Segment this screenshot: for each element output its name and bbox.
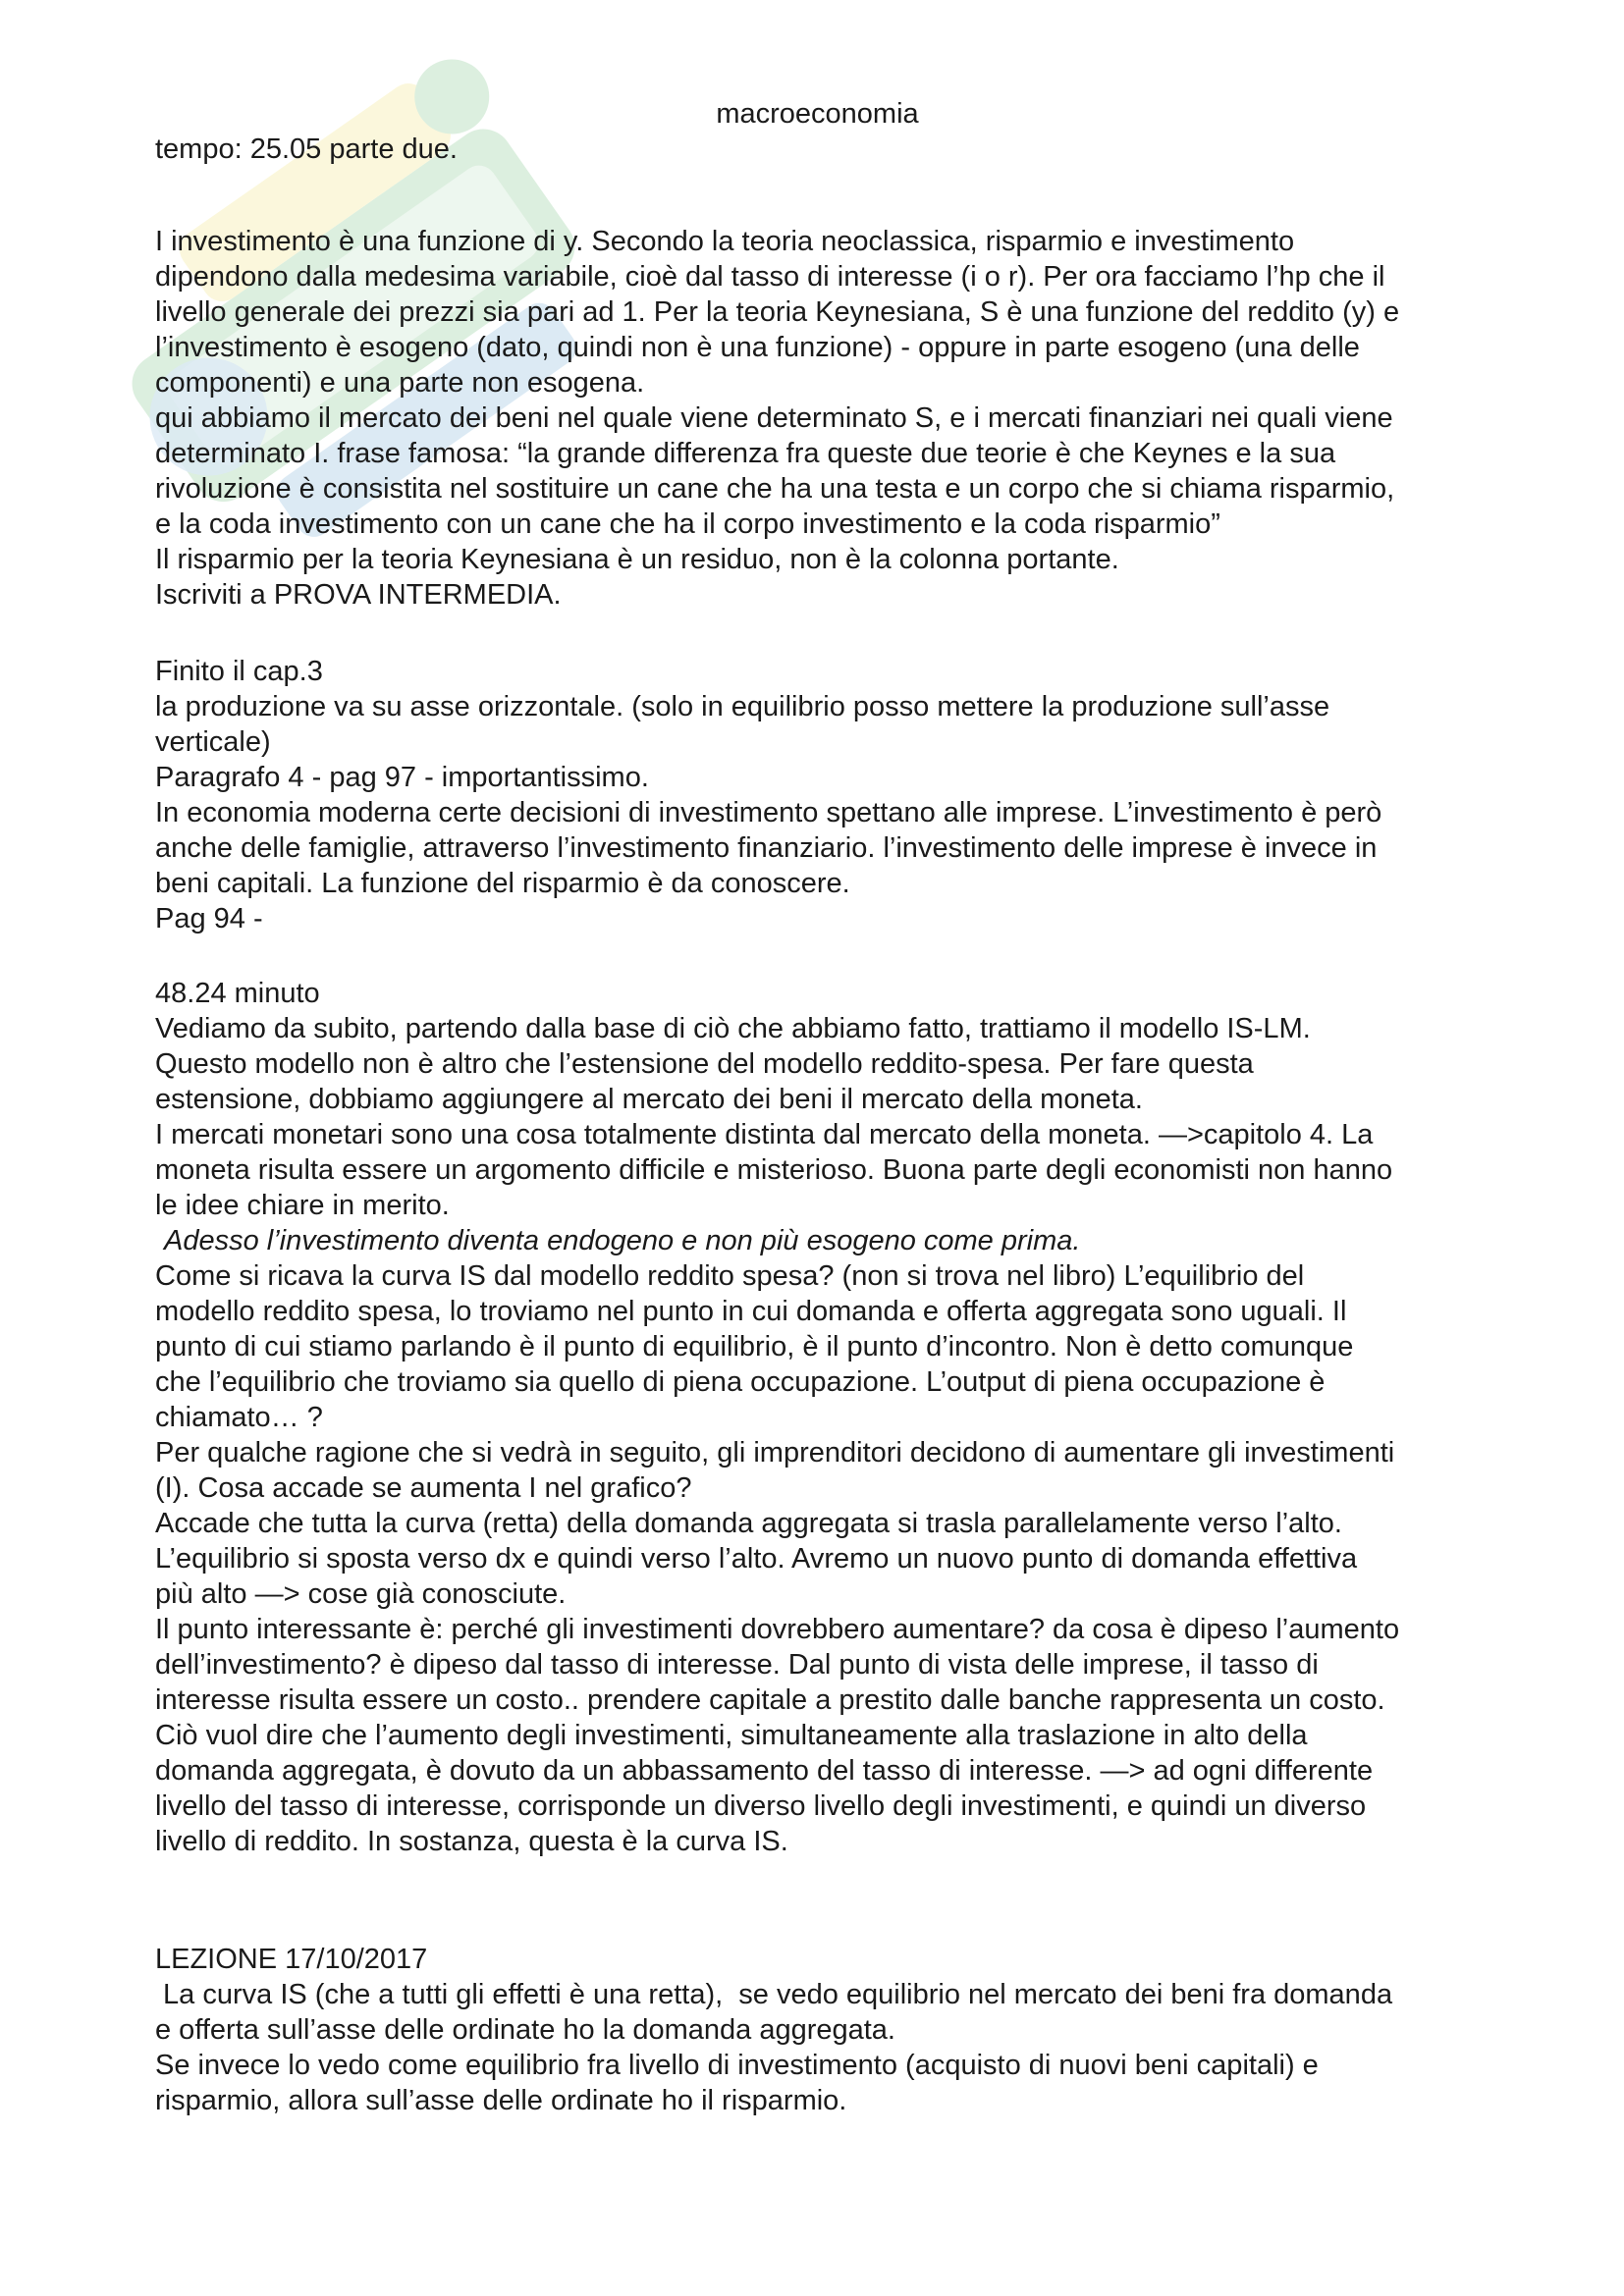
- text-line: I investimento è una funzione di y. Secondo la teoria neoclassica, risparmio e investimento: [155, 226, 1295, 257]
- text-line: beni capitali. La funzione del risparmio è da conoscere.: [155, 868, 850, 899]
- text-line: determinato I. frase famosa: “la grande differenza fra queste due teorie è che Keynes e la sua: [155, 438, 1336, 469]
- italic-note: Adesso l’investimento diventa endogeno e non più esogeno come prima.: [164, 1225, 1081, 1256]
- text-line: Come si ricava la curva IS dal modello reddito spesa? (non si trova nel libro) L’equilibrio del: [155, 1260, 1305, 1292]
- document-title: macroeconomia: [716, 98, 919, 130]
- text-line: risparmio, allora sull’asse delle ordinate ho il risparmio.: [155, 2085, 847, 2116]
- text-line: Per qualche ragione che si vedrà in seguito, gli imprenditori decidono di aumentare gli investimenti: [155, 1437, 1395, 1468]
- text-line: (I). Cosa accade se aumenta I nel grafico?: [155, 1472, 692, 1504]
- text-line: più alto —> cose già conosciute.: [155, 1578, 567, 1610]
- text-line: I mercati monetari sono una cosa totalmente distinta dal mercato della moneta. —>capitolo 4. La: [155, 1119, 1374, 1150]
- text-line: Il punto interessante è: perché gli investimenti dovrebbero aumentare? da cosa è dipeso l’aumento: [155, 1614, 1400, 1645]
- text-line: che l’equilibrio che troviamo sia quello di piena occupazione. L’output di piena occupazione è: [155, 1366, 1326, 1398]
- text-line: dipendono dalla medesima variabile, cioè dal tasso di interesse (i o r). Per ora facciamo l’hp che il: [155, 261, 1385, 293]
- text-line: Vediamo da subito, partendo dalla base di ciò che abbiamo fatto, trattiamo il modello IS-LM.: [155, 1013, 1311, 1044]
- time-line: tempo: 25.05 parte due.: [155, 133, 458, 165]
- text-line: Questo modello non è altro che l’estensione del modello reddito-spesa. Per fare questa: [155, 1048, 1254, 1080]
- text-line: interesse risulta essere un costo.. prendere capitale a prestito dalle banche rappresenta un costo.: [155, 1684, 1385, 1716]
- text-line: le idee chiare in merito.: [155, 1190, 450, 1221]
- text-line: Iscriviti a PROVA INTERMEDIA.: [155, 579, 562, 611]
- text-line: rivoluzione è consistita nel sostituire un cane che ha una testa e un corpo che si chiama risparmio,: [155, 473, 1395, 505]
- text-line: dell’investimento? è dipeso dal tasso di interesse. Dal punto di vista delle imprese, il tasso di: [155, 1649, 1319, 1681]
- text-line: livello generale dei prezzi sia pari ad 1. Per la teoria Keynesiana, S è una funzione del reddito (y) e: [155, 296, 1400, 328]
- text-line: Pag 94 -: [155, 903, 263, 934]
- text-line: Finito il cap.3: [155, 656, 323, 687]
- paragraph-3: [155, 976, 1510, 1859]
- text-line: domanda aggregata, è dovuto da un abbassamento del tasso di interesse. —> ad ogni differente: [155, 1755, 1374, 1787]
- text-line: L’equilibrio si sposta verso dx e quindi verso l’alto. Avremo un nuovo punto di domanda effettiva: [155, 1543, 1358, 1575]
- text-line: e offerta sull’asse delle ordinate ho la domanda aggregata.: [155, 2014, 895, 2046]
- text-line: Se invece lo vedo come equilibrio fra livello di investimento (acquisto di nuovi beni capitali) e: [155, 2050, 1319, 2081]
- text-line: verticale): [155, 726, 271, 758]
- text-line: La curva IS (che a tutti gli effetti è una retta), se vedo equilibrio nel mercato dei beni fra domanda: [155, 1979, 1393, 2010]
- text-line: l’investimento è esogeno (dato, quindi non è una funzione) - oppure in parte esogeno (una delle: [155, 332, 1360, 363]
- text-line: Il risparmio per la teoria Keynesiana è un residuo, non è la colonna portante.: [155, 544, 1119, 575]
- paragraph-4: [155, 1977, 1510, 2118]
- paragraph-2: [155, 654, 1510, 936]
- text-line: modello reddito spesa, lo troviamo nel punto in cui domanda e offerta aggregata sono uguali. Il: [155, 1296, 1347, 1327]
- text-line: estensione, dobbiamo aggiungere al mercato dei beni il mercato della moneta.: [155, 1084, 1143, 1115]
- text-line: Accade che tutta la curva (retta) della domanda aggregata si trasla parallelamente verso l’alto.: [155, 1508, 1342, 1539]
- text-line: la produzione va su asse orizzontale. (solo in equilibrio posso mettere la produzione sull’asse: [155, 691, 1330, 722]
- text-line: livello di reddito. In sostanza, questa è la curva IS.: [155, 1826, 788, 1857]
- text-line: Ciò vuol dire che l’aumento degli investimenti, simultaneamente alla traslazione in alto della: [155, 1720, 1308, 1751]
- text-line: 48.24 minuto: [155, 978, 320, 1009]
- text-line: chiamato… ?: [155, 1402, 323, 1433]
- lesson-heading: LEZIONE 17/10/2017: [155, 1944, 428, 1975]
- text-line: livello del tasso di interesse, corrisponde un diverso livello degli investimenti, e quindi un diverso: [155, 1790, 1367, 1822]
- text-line: anche delle famiglie, attraverso l’investimento finanziario. l’investimento delle imprese è invece in: [155, 832, 1378, 864]
- text-line: Paragrafo 4 - pag 97 - importantissimo.: [155, 762, 649, 793]
- text-line: punto di cui stiamo parlando è il punto di equilibrio, è il punto d’incontro. Non è detto comunque: [155, 1331, 1354, 1362]
- text-line: qui abbiamo il mercato dei beni nel quale viene determinato S, e i mercati finanziari nei quali viene: [155, 402, 1393, 434]
- paragraph-1: [155, 224, 1510, 613]
- text-line: componenti) e una parte non esogena.: [155, 367, 645, 399]
- text-line: moneta risulta essere un argomento difficile e misterioso. Buona parte degli economisti non hanno: [155, 1154, 1393, 1186]
- text-line: In economia moderna certe decisioni di investimento spettano alle imprese. L’investimento è però: [155, 797, 1382, 828]
- text-line: e la coda investimento con un cane che ha il corpo investimento e la coda risparmio”: [155, 508, 1220, 540]
